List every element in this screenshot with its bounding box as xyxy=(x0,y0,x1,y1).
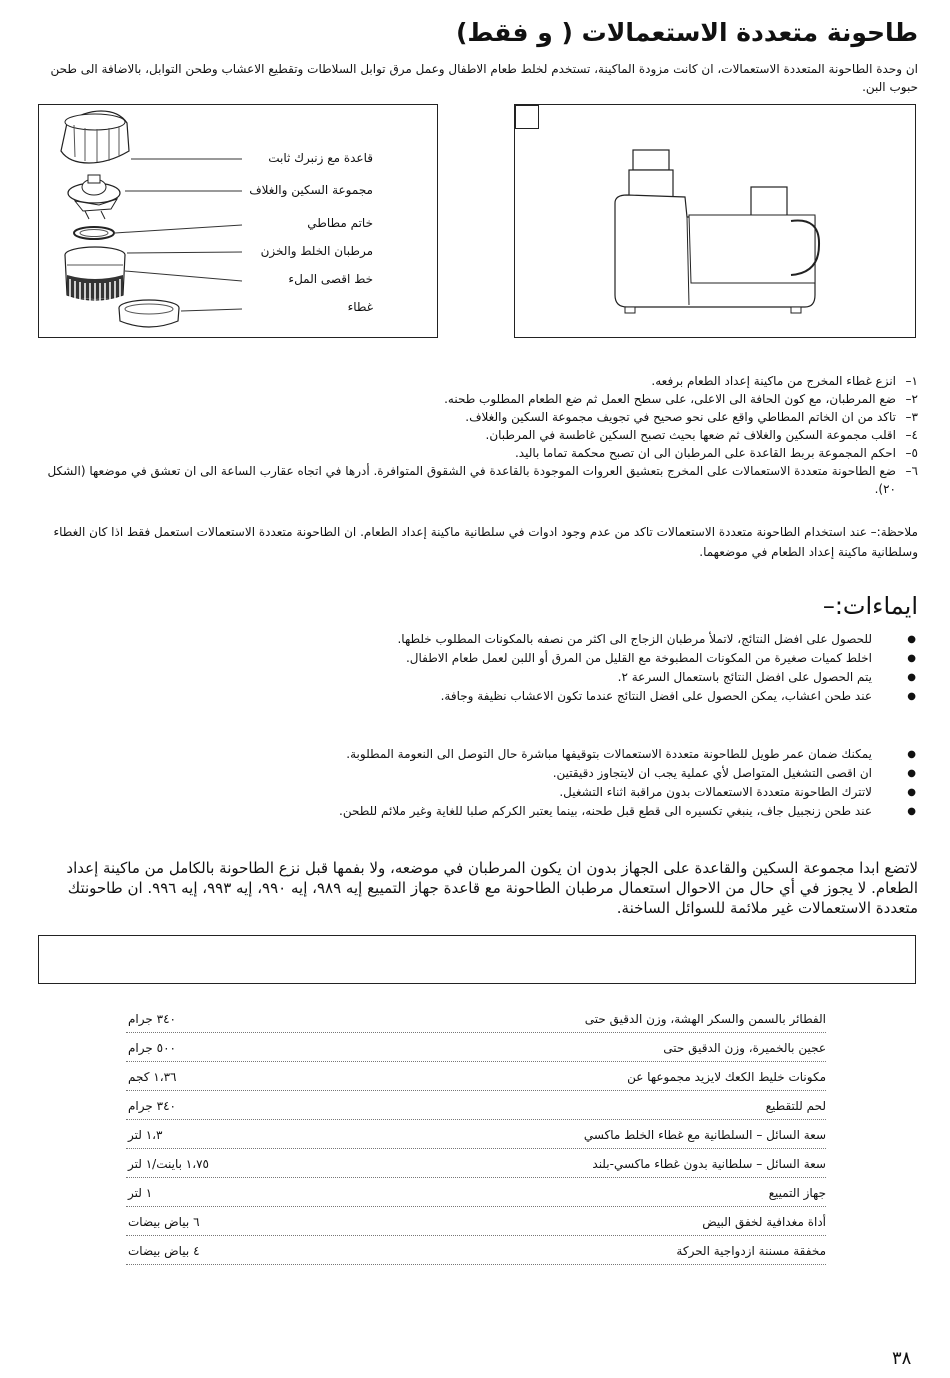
lid-illustration xyxy=(119,300,179,327)
bullet-icon: ● xyxy=(907,787,916,798)
table-row: مخفقة مسننة ازدواجية الحركة ٤ بياض بيضات xyxy=(126,1240,826,1265)
tip-item: ● اخلط كميات صغيرة من المكونات المطبوخة مع القليل من المرق أو اللبن لعمل طعام الاطفال. xyxy=(32,649,918,668)
blade-assembly-illustration xyxy=(68,175,120,219)
tips-list xyxy=(32,630,918,706)
machine-diagram xyxy=(514,104,916,338)
table-row: سعة السائل – السلطانية مع غطاء الخلط ماكسي ١،٣ لتر xyxy=(126,1124,826,1149)
page-title: طاحونة متعددة الاستعمالات ( و فقط) xyxy=(455,18,918,47)
part-label: خط اقصى الملء xyxy=(288,272,373,286)
part-label: قاعدة مع زنبرك ثابت xyxy=(268,151,373,165)
table-row: سعة السائل – سلطانية بدون غطاء ماكسي-بلند ١،٧٥ باينت/١ لتر xyxy=(126,1153,826,1178)
care-item: ● يمكنك ضمان عمر طويل للطاحونة متعددة الاستعمالات بتوقيفها مباشرة حال التوصل الى النعومة المطلوبة. xyxy=(32,745,918,764)
page-number: ٣٨ xyxy=(892,1348,912,1369)
part-label: غطاء xyxy=(347,300,373,314)
table-row: الفطائر بالسمن والسكر الهشة، وزن الدقيق حتى ٣٤٠ جرام xyxy=(126,1008,826,1033)
part-label: مرطبان الخلط والخزن xyxy=(260,244,373,258)
tips-heading: ايماءات:– xyxy=(822,592,918,620)
table-row: أداة مغدافية لخفق البيض ٦ بياض بيضات xyxy=(126,1211,826,1236)
parts-illustration xyxy=(39,105,439,339)
table-row: جهاز التمييع ١ لتر xyxy=(126,1182,826,1207)
care-item: ● لاتترك الطاحونة متعددة الاستعمالات بدون مراقبة اثناء التشغيل. xyxy=(32,783,918,802)
instruction-step: ٥– احكم المجموعة بربط القاعدة على المرطبان الى ان تصبح محكمة تماما باليد. xyxy=(514,446,918,460)
table-row: عجين بالخميرة، وزن الدقيق حتى ٥٠٠ جرام xyxy=(126,1037,826,1062)
bullet-icon: ● xyxy=(907,691,916,702)
tip-item: ● يتم الحصول على افضل النتائج باستعمال السرعة ٢. xyxy=(32,668,918,687)
bullet-icon: ● xyxy=(907,768,916,779)
base-illustration xyxy=(61,111,129,163)
instruction-step: ٢– ضع المرطبان، مع كون الحافة الى الاعلى، على سطح العمل ثم ضع الطعام المطلوب طحنه. xyxy=(444,392,918,406)
care-list xyxy=(32,745,918,821)
table-row: لحم للتقطيع ٣٤٠ جرام xyxy=(126,1095,826,1120)
empty-box xyxy=(38,935,916,984)
tip-item: ● عند طحن اعشاب، يمكن الحصول على افضل النتائج عندما تكون الاعشاب نظيفة وجافة. xyxy=(32,687,918,706)
bullet-icon: ● xyxy=(907,653,916,664)
bullet-icon: ● xyxy=(907,749,916,760)
bullet-icon: ● xyxy=(907,672,916,683)
part-label: خاتم مطاطي xyxy=(307,216,373,230)
instruction-step: ٣– تاكد من ان الخاتم المطاطي واقع على نحو صحيح في تجويف مجموعة السكين والغلاف. xyxy=(465,410,918,424)
warning-paragraph: لاتضع ابدا مجموعة السكين والقاعدة على الجهاز بدون ان يكون المرطبان في موضعه، ولا بفمها قبل نزع الطاحونة بالكامل من ماكينة إعداد الطعام. لا يجوز في أي حال من الاحوال استعمال مرطبان الطاحونة مع قاعدة جهاز التمييع إيه ٩٨٩، إيه ٩٩٠، إيه ٩٩٣، إيه ٩٩٦. ان طاحونتك متعددة الاستعمالات غير ملائمة للسوائل الساخنة. xyxy=(66,859,918,917)
instruction-step: ٦– ضع الطاحونة متعددة الاستعمالات على المخرج بتعشيق العروات الموجودة بالقاعدة في الشقوق المتوافرة. أدرها في اتجاه عقارب الساعة الى ان تعشق في موضعها (الشكل ٢٠). xyxy=(47,464,918,496)
bullet-icon: ● xyxy=(907,806,916,817)
bullet-icon: ● xyxy=(907,634,916,645)
intro-paragraph: ان وحدة الطاحونة المتعددة الاستعمالات، ان كانت مزودة الماكينة، تستخدم لخلط طعام الاطفال وعمل مرق توابل السلاطات وتقطيع الاعشاب وطحن التوابل، بالاضافة الى طحن حبوب البن. xyxy=(50,62,918,94)
part-label: مجموعة السكين والغلاف xyxy=(249,183,373,197)
jar-illustration xyxy=(65,247,125,301)
care-item: ● عند طحن زنجبيل جاف، ينبغي تكسيره الى قطع قبل طحنه، بينما يعتبر الكركم صلبا للغاية وغير ملائم للطحن. xyxy=(32,802,918,821)
figure-number-box xyxy=(515,105,539,129)
tip-item: ● للحصول على افضل النتائج، لاتملأ مرطبان الزجاج الى اكثر من نصفه بالمكونات المطلوب خلطها. xyxy=(32,630,918,649)
instruction-step: ١– انزع غطاء المخرج من ماكينة إعداد الطعام برفعه. xyxy=(651,374,918,388)
parts-diagram xyxy=(38,104,438,338)
table-row: مكونات خليط الكعك لايزيد مجموعها عن ١،٣٦ كجم xyxy=(126,1066,826,1091)
instruction-step: ٤– اقلب مجموعة السكين والغلاف ثم ضعها بحيث تصبح السكين غاطسة في المرطبان. xyxy=(485,428,918,442)
food-processor-illustration xyxy=(515,105,917,339)
instructions-list xyxy=(32,372,918,498)
note-paragraph: ملاحظة:– عند استخدام الطاحونة متعددة الاستعمالات تاكد من عدم وجود ادوات في سلطانية ماكينة إعداد الطعام. ان الطاحونة متعددة الاستعمالات استعمل فقط اذا كان الغطاء وسلطانية ماكينة إعداد الطعام في موضعهما. xyxy=(53,525,918,559)
care-item: ● ان اقصى التشغيل المتواصل لأي عملية يجب ان لايتجاوز دقيقتين. xyxy=(32,764,918,783)
